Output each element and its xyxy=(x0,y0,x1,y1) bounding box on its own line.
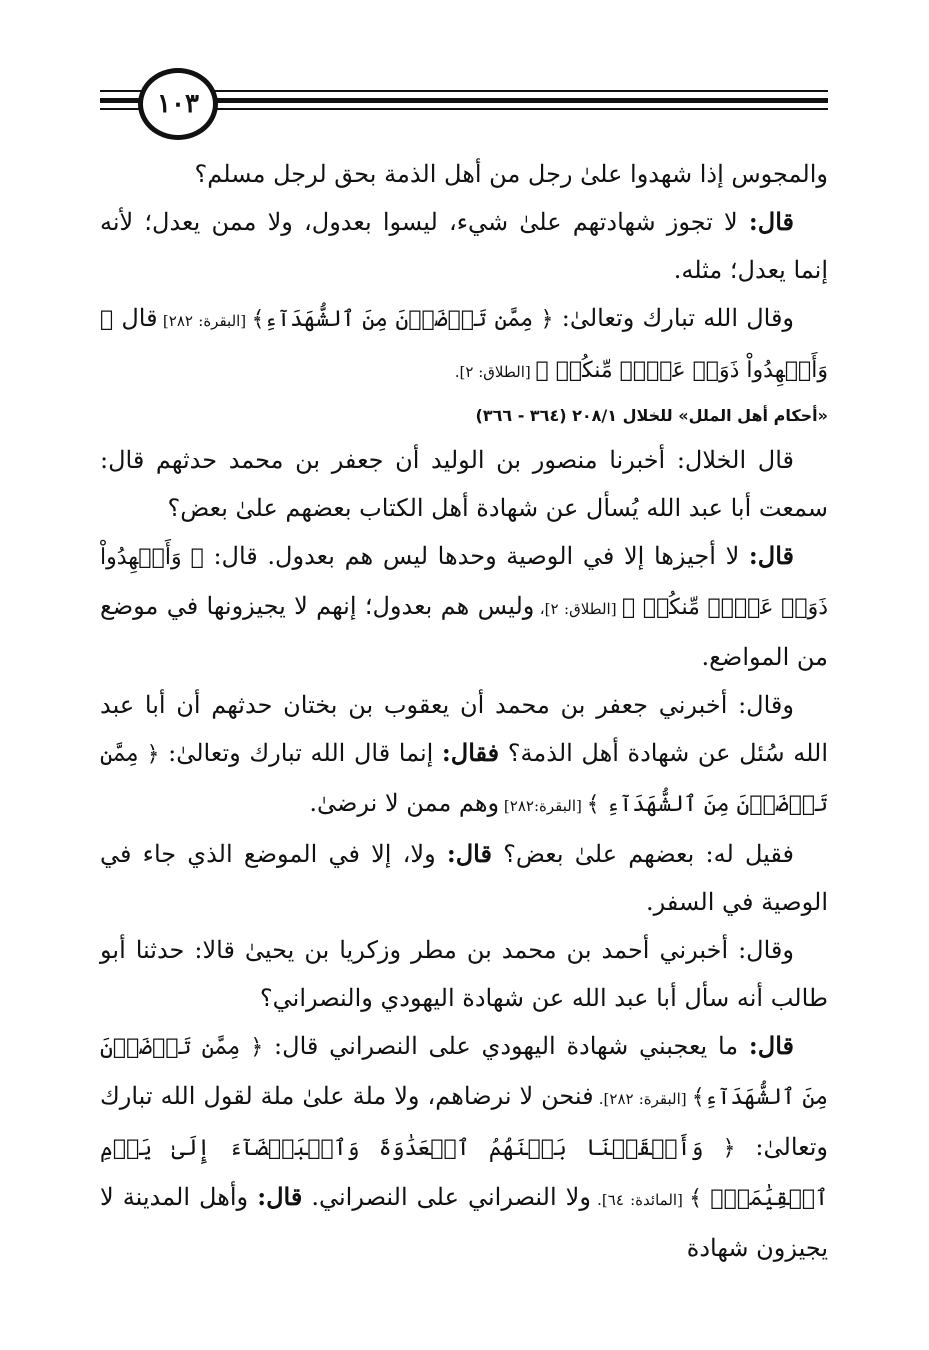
p4-text: قال الخلال: أخبرنا منصور بن الوليد أن جعفر بن محمد حدثهم قال: سمعت أبا عبد الله يُسأل عن شهادة أهل الكتاب بعضهم علىٰ بعض؟ xyxy=(100,446,828,522)
p2-lead: قال: xyxy=(748,207,794,236)
p9-t1: ما يعجبني شهادة اليهودي على النصراني قال: xyxy=(263,1032,749,1060)
p5-t2: وليس هم بعدول؛ إنهم لا يجيزونها في موضع من المواضع. xyxy=(100,592,828,671)
quran-reference: [الطلاق: ٢]، xyxy=(534,600,623,618)
paragraph-2 xyxy=(100,198,828,294)
p7-t2: ولا، إلا في الموضع الذي جاء في الوصية في السفر. xyxy=(100,840,828,916)
p5-lead: قال: xyxy=(748,541,795,570)
p7-t1: فقيل له: بعضهم علىٰ بعض؟ xyxy=(491,840,794,868)
p1-text: والمجوس إذا شهدوا علىٰ رجل من أهل الذمة بحق لرجل مسلم؟ xyxy=(194,160,828,188)
quran-quote: ﴿ مِمَّن تَرۡضَوۡنَ مِنَ ٱلشُّهَدَآءِ﴾ xyxy=(100,1035,828,1110)
quran-reference: [المائدة: ٦٤]. xyxy=(590,1191,690,1209)
p9-t4: وأهل المدينة لا يجيزون شهادة xyxy=(100,1183,828,1262)
page-number: ١٠٣ xyxy=(138,68,218,140)
p9-lead: قال: xyxy=(748,1031,794,1060)
p6-t2: إنما قال الله تبارك وتعالىٰ: xyxy=(159,739,442,767)
p9-lead-2: قال: xyxy=(257,1182,303,1211)
p9-t3: ولا النصراني على النصراني. xyxy=(302,1183,591,1211)
quran-quote: ﴿ وَأَلۡقَيۡنَا بَيۡنَهُمُ ٱلۡعَدَٰوَةَ وَٱلۡبَغۡضَآءَ إِلَىٰ يَوۡمِ ٱلۡقِيَٰمَةِۚ ﴾ xyxy=(100,1136,828,1211)
page-body xyxy=(100,150,828,1272)
p7-lead: قال: xyxy=(446,839,492,868)
p3-t1: وقال الله تبارك وتعالىٰ: xyxy=(553,304,795,332)
p8-text: وقال: أخبرني أحمد بن محمد بن مطر وزكريا بن يحيىٰ قالا: حدثنا أبو طالب أنه سأل أبا عبد الله عن شهادة اليهودي والنصراني؟ xyxy=(100,936,828,1012)
paragraph-6 xyxy=(100,681,828,830)
p9-t2: فنحن لا نرضاهم، ولا ملة علىٰ ملة لقول الله تبارك وتعالىٰ: xyxy=(100,1082,828,1161)
p2-text: لا تجوز شهادتهم علىٰ شيء، ليسوا بعدول، ولا ممن يعدل؛ لأنه إنما يعدل؛ مثله. xyxy=(100,208,828,284)
paragraph-3 xyxy=(100,294,828,396)
paragraph-9 xyxy=(100,1022,828,1272)
quran-quote: ﴿ مِمَّن تَرۡضَوۡنَ مِنَ ٱلشُّهَدَآءِ﴾ xyxy=(251,307,554,332)
p3-t2: قال xyxy=(113,304,158,332)
p6-t1: وقال: أخبرني جعفر بن محمد أن يعقوب بن بختان حدثهم أن أبا عبد الله سُئل عن شهادة أهل الذمة؟ xyxy=(100,691,829,767)
p6-t3: وهم ممن لا نرضىٰ. xyxy=(309,789,500,817)
paragraph-5 xyxy=(100,532,828,681)
page-header xyxy=(100,68,828,140)
quran-quote: ﴿ مِمَّن تَرۡضَوۡنَ مِنَ ٱلشُّهَدَآءِ ﴾ xyxy=(100,742,828,817)
quran-reference: [الطلاق: ٢]. xyxy=(454,363,536,381)
quran-reference: [البقرة:٢٨٢] xyxy=(499,797,587,815)
quran-reference: [البقرة: ٢٨٢] xyxy=(157,312,252,330)
paragraph-1 xyxy=(100,150,828,198)
paragraph-7 xyxy=(100,830,828,926)
paragraph-4 xyxy=(100,436,828,532)
source-citation: «أحكام أهل الملل» للخلال ٢٠٨/١ (٣٦٤ - ٣٦٦) xyxy=(475,406,828,425)
quran-reference: [البقرة: ٢٨٢]. xyxy=(593,1090,692,1108)
p5-t1: لا أجيزها إلا في الوصية وحدها ليس هم بعدول. قال: xyxy=(203,542,749,570)
p6-lead: فقال: xyxy=(441,738,500,767)
paragraph-8 xyxy=(100,926,828,1022)
quran-quote: ﴿ وَأَشۡهِدُواْ ذَوَىۡ عَدۡلٖ مِّنكُمۡ ﴾ xyxy=(100,307,828,383)
quran-quote: ﴿ وَأَشۡهِدُواْ ذَوَىۡ عَدۡلٖ مِّنكُمۡ ﴾ xyxy=(100,545,828,620)
